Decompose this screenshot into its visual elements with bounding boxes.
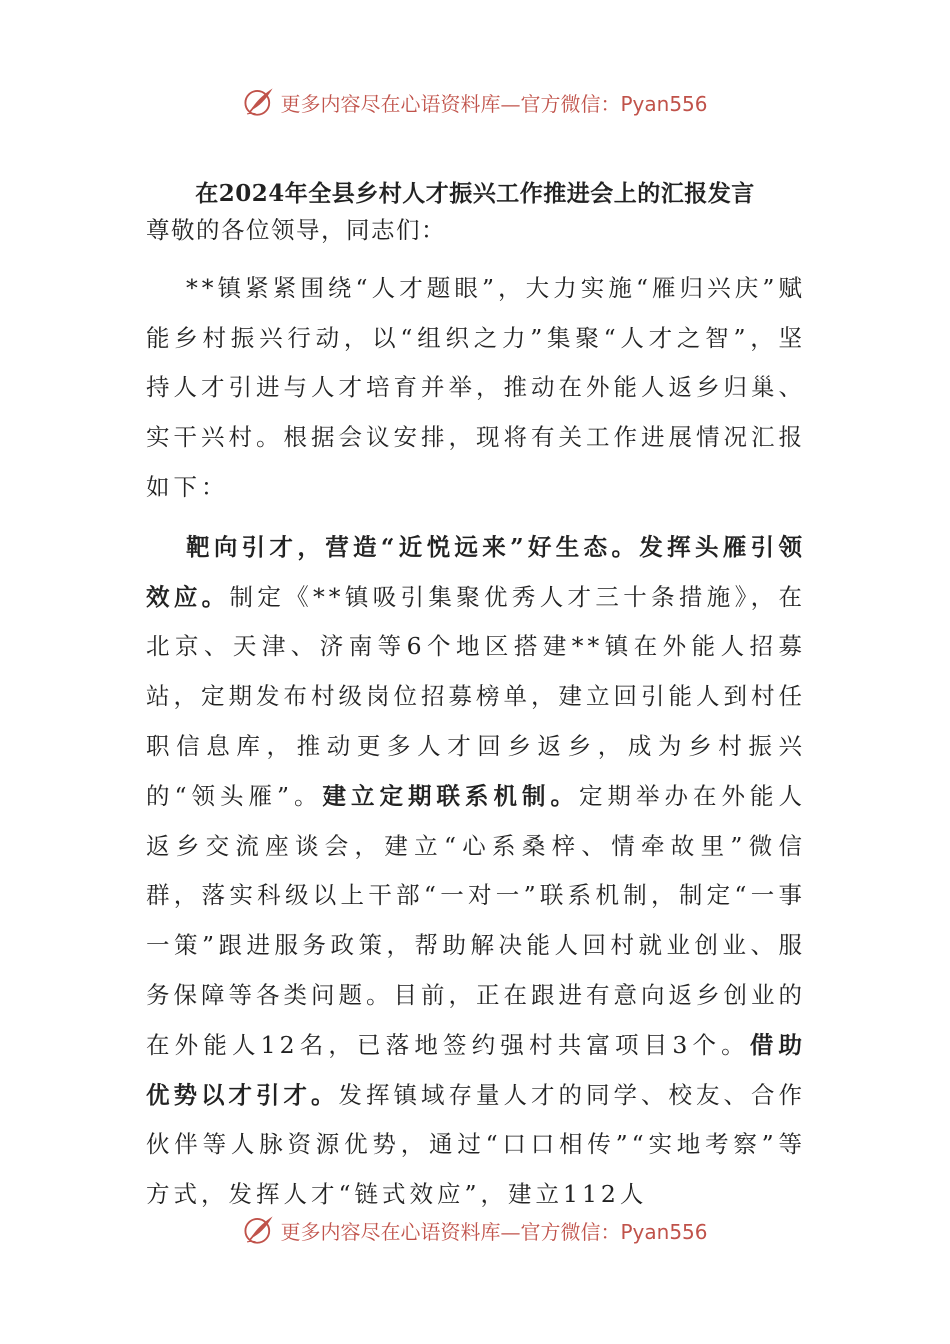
sub-heading-2: 建立定期联系机制。 bbox=[322, 781, 580, 810]
document-body bbox=[146, 206, 806, 1220]
sub-heading-3: 借助优势以才引才。 bbox=[146, 1030, 807, 1109]
watermark-text: 更多内容尽在心语资料库—官方微信：Pyan556 bbox=[280, 1219, 708, 1244]
greeting: 尊敬的各位领导，同志们： bbox=[146, 216, 446, 244]
watermark-text: 更多内容尽在心语资料库—官方微信：Pyan556 bbox=[280, 91, 708, 116]
quill-pen-logo-icon bbox=[242, 85, 276, 119]
quill-pen-logo-icon bbox=[242, 1213, 276, 1247]
section-1-paragraph bbox=[146, 523, 806, 1220]
document-title: 在2024年全县乡村人才振兴工作推进会上的汇报发言 bbox=[195, 180, 755, 207]
sub-text-1: 制定《**镇吸引集聚优秀人才三十条措施》，在北京、天津、济南等6个地区搭建**镇在外能人招募站，定期发布村级岗位招募榜单，建立回引能人到村任职信息库，推动更多人才回乡返乡，成为乡村振兴的“领头雁”。 bbox=[146, 582, 807, 810]
watermark-header bbox=[0, 82, 950, 122]
sub-text-2: 定期举办在外能人返乡交流座谈会，建立“心系桑梓、情牵故里”微信群，落实科级以上干部“一对一”联系机制，制定“一事一策”跟进服务政策，帮助解决能人回村就业创业、服务保障等各类问题。目前，正在跟进有意向返乡创业的在外能人12名，已落地签约强村共富项目3个。 bbox=[146, 781, 807, 1059]
sub-heading-1: 发挥头雁引领效应。 bbox=[146, 532, 806, 611]
intro-paragraph: **镇紧紧围绕“人才题眼”，大力实施“雁归兴庆”赋能乡村振兴行动，以“组织之力”集聚“人才之智”，坚持人才引进与人才培育并举，推动在外能人返乡归巢、实干兴村。根据会议安排，现将有关工作进展情况汇报如下： bbox=[146, 273, 806, 501]
sub-text-3: 发挥镇域存量人才的同学、校友、合作伙伴等人脉资源优势，通过“口口相传”“实地考察”等方式，发挥人才“链式效应”，建立112人 bbox=[146, 1080, 806, 1209]
watermark-footer bbox=[0, 1210, 950, 1250]
section-1-heading: 靶向引才，营造“近悦远来”好生态。 bbox=[186, 532, 640, 561]
